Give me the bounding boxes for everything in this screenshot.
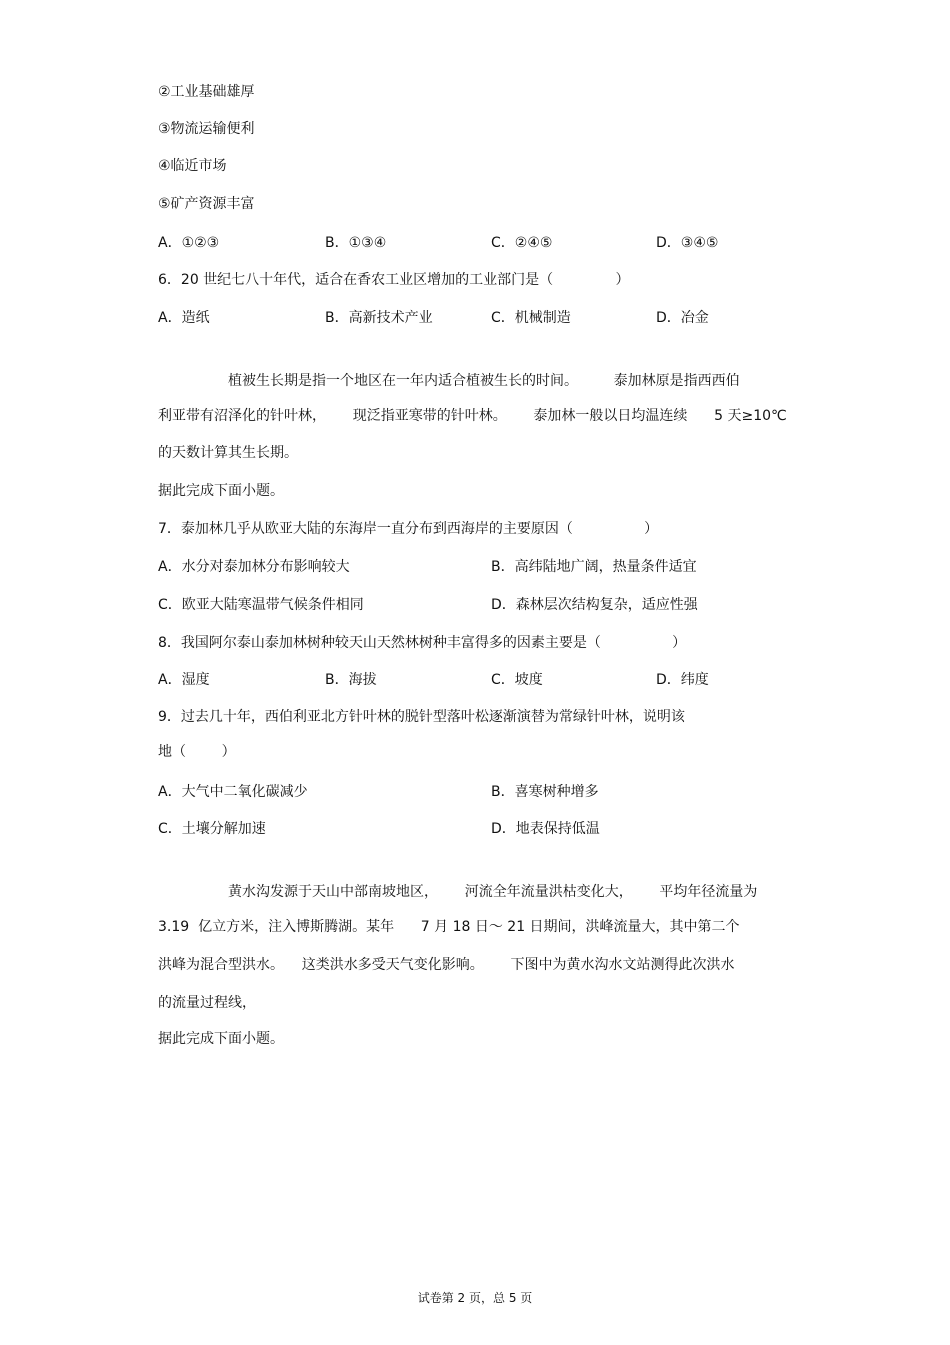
passage2-instruction: 据此完成下面小题。 [158,1031,284,1047]
q5-item: ③物流运输便利 [158,121,255,137]
passage2-line: 黄水沟发源于天山中部南坡地区， 河流全年流量洪枯变化大， 平均年径流量为 [228,884,758,900]
q5-item: ④临近市场 [158,158,227,174]
q7-stem: 7．泰加林几乎从欧亚大陆的东海岸一直分布到西海岸的主要原因（ ） [158,521,659,537]
q5-option-b: B．①③④ [325,235,387,251]
q5-option-a: A．①②③ [158,235,220,251]
q8-option-d: D．纬度 [656,672,709,688]
q5-item: ②工业基础雄厚 [158,84,255,100]
q8-option-a: A．湿度 [158,672,210,688]
q7-option-d: D．森林层次结构复杂，适应性强 [491,597,698,613]
passage2-line: 洪峰为混合型洪水。 这类洪水多受天气变化影响。 下图中为黄水沟水文站测得此次洪水 [158,957,735,973]
q6-stem: 6．20 世纪七八十年代，适合在香农工业区增加的工业部门是（ ） [158,272,630,288]
page-footer: 试卷第 2 页，总 5 页 [417,1291,533,1305]
q9-option-d: D．地表保持低温 [491,821,600,837]
q6-option-b: B．高新技术产业 [325,310,433,326]
passage1-line: 利亚带有沼泽化的针叶林， 现泛指亚寒带的针叶林。 泰加林一般以日均温连续 5 天≥10℃ [158,408,787,424]
q9-stem: 9．过去几十年，西伯利亚北方针叶林的脱针型落叶松逐渐演替为常绿针叶林，说明该 [158,709,685,725]
passage1-instruction: 据此完成下面小题。 [158,483,284,499]
q5-item: ⑤矿产资源丰富 [158,196,255,212]
q9-stem-cont: 地（ ） [158,744,236,760]
q6-option-d: D．冶金 [656,310,709,326]
passage2-line: 的流量过程线， [158,995,256,1011]
q8-stem: 8．我国阿尔泰山泰加林树种较天山天然林树种丰富得多的因素主要是（ ） [158,635,687,651]
passage1-line: 植被生长期是指一个地区在一年内适合植被生长的时间。 泰加林原是指西西伯 [228,373,740,389]
q6-option-a: A．造纸 [158,310,210,326]
q5-option-d: D．③④⑤ [656,235,719,251]
passage1-line: 的天数计算其生长期。 [158,445,298,461]
q5-option-c: C．②④⑤ [491,235,553,251]
q7-option-b: B．高纬陆地广阔，热量条件适宜 [491,559,697,575]
q9-option-b: B．喜寒树种增多 [491,784,599,800]
q6-option-c: C．机械制造 [491,310,571,326]
q9-option-c: C．土壤分解加速 [158,821,266,837]
q8-option-b: B．海拔 [325,672,377,688]
passage2-line: 3.19 亿立方米，注入博斯腾湖。某年 7 月 18 日～ 21 日期间，洪峰流量大，其中第二个 [158,919,740,935]
q8-option-c: C．坡度 [491,672,543,688]
q7-option-a: A．水分对泰加林分布影响较大 [158,559,350,575]
q7-option-c: C．欧亚大陆寒温带气候条件相同 [158,597,364,613]
q9-option-a: A．大气中二氧化碳减少 [158,784,308,800]
